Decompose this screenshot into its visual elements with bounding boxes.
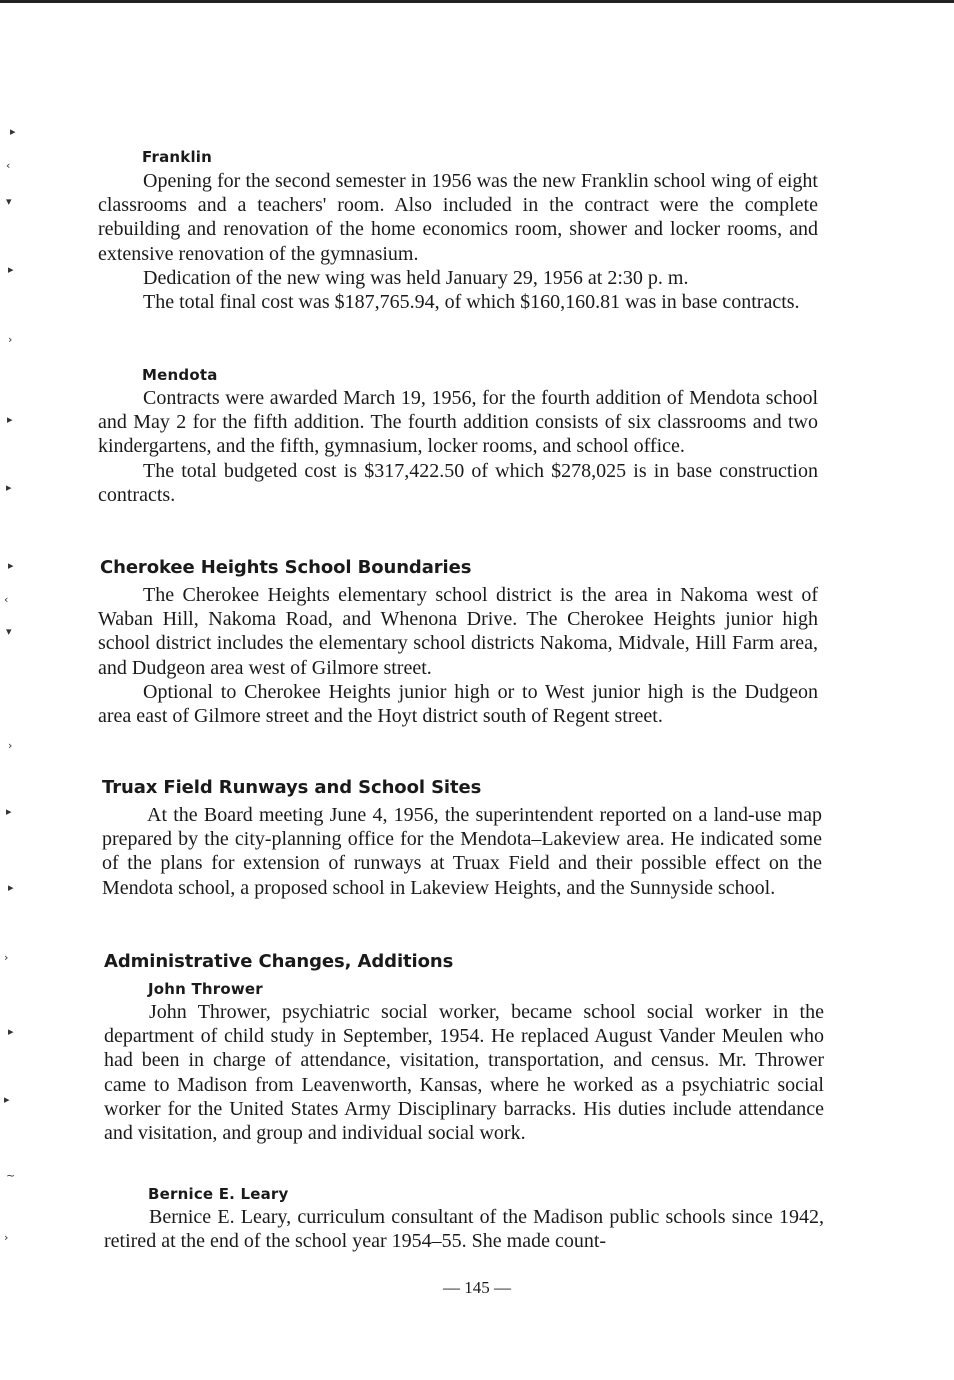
margin-mark: › xyxy=(8,333,13,346)
paragraph: Opening for the second semester in 1956 was the new Franklin school wing of eight classrooms and a teachers' room. Also included in the contract were the complete rebuilding and renovation of the home economics room, shower and locker rooms, and extensive renovation of the gymnasium. xyxy=(98,170,818,265)
margin-mark: ▸ xyxy=(8,559,14,572)
leary-heading: Bernice E. Leary xyxy=(148,1185,289,1203)
cherokee-body xyxy=(98,583,818,728)
margin-mark: ▾ xyxy=(6,625,12,638)
margin-mark: › xyxy=(8,739,13,752)
paragraph: At the Board meeting June 4, 1956, the superintendent reported on a land-use map prepared by the city-planning office for the Mendota–Lakeview area. He indicated some of the plans for extension of runways at Truax Field and their possible effect on the Mendota school, a proposed school in Lakeview Heights, and the Sunnyside school. xyxy=(102,804,822,899)
franklin-body xyxy=(98,169,818,314)
margin-mark: › xyxy=(4,1231,9,1244)
margin-mark: ▾ xyxy=(6,195,12,208)
margin-mark: ~ xyxy=(6,1169,16,1182)
margin-mark: ▸ xyxy=(8,1025,14,1038)
paragraph: The total budgeted cost is $317,422.50 of which $278,025 is in base construction contracts. xyxy=(98,459,818,506)
paragraph: Dedication of the new wing was held January 29, 1956 at 2:30 p. m. xyxy=(143,266,689,289)
margin-mark: ▸ xyxy=(4,1093,10,1106)
thrower-body xyxy=(104,1000,824,1145)
margin-mark: ‹ xyxy=(6,159,11,172)
paragraph: The total final cost was $187,765.94, of which $160,160.81 was in base contracts. xyxy=(143,291,800,314)
page-number: — 145 — xyxy=(443,1278,511,1297)
truax-body xyxy=(102,803,822,900)
margin-mark: ▸ xyxy=(6,805,12,818)
paragraph: John Thrower, psychiatric social worker, became school social worker in the department of child study in September, 1954. He replaced August Vander Meulen who had been in charge of attendance, visitation, transportation, and census. Mr. Thrower came to Madison from Leavenworth, Kansas, where he worked as a psychiatric social worker for the United States Army Disciplinary barracks. His duties include attendance and visitation, and group and individual social work. xyxy=(104,1001,824,1145)
margin-mark: › xyxy=(4,951,9,964)
cherokee-heading: Cherokee Heights School Boundaries xyxy=(100,557,472,578)
paragraph: Contracts were awarded March 19, 1956, for the fourth addition of Mendota school and May 2 for the fifth addition. The fourth addition consists of six classrooms and two kindergartens, and the fifth, gymnasium, locker rooms, and school office. xyxy=(98,387,818,458)
paragraph: Bernice E. Leary, curriculum consultant of the Madison public schools since 1942, retired at the end of the school year 1954–55. She made count- xyxy=(104,1206,824,1253)
thrower-heading: John Thrower xyxy=(148,980,263,998)
leary-body xyxy=(104,1205,824,1253)
margin-mark: ▸ xyxy=(6,481,12,494)
margin-mark: ‹ xyxy=(4,593,9,606)
margin-mark: ▸ xyxy=(8,881,14,894)
paragraph: Optional to Cherokee Heights junior high or to West junior high is the Dudgeon area east of Gilmore street and the Hoyt district south of Regent street. xyxy=(98,680,818,728)
margin-mark: ▸ xyxy=(10,125,16,138)
margin-mark: ▸ xyxy=(7,413,13,426)
paragraph: The Cherokee Heights elementary school district is the area in Nakoma west of Waban Hill, Nakoma Road, and Whenona Drive. The Cherokee Heights junior high school district includes the elementary school districts Nakoma, Midvale, Hill Farm area, and Dudgeon area west of Gilmore street. xyxy=(98,584,818,679)
franklin-heading: Franklin xyxy=(142,148,213,166)
truax-heading: Truax Field Runways and School Sites xyxy=(102,777,482,798)
mendota-body xyxy=(98,386,818,507)
margin-mark: ▸ xyxy=(8,263,14,276)
administrative-heading: Administrative Changes, Additions xyxy=(104,951,454,972)
mendota-heading: Mendota xyxy=(142,366,218,384)
